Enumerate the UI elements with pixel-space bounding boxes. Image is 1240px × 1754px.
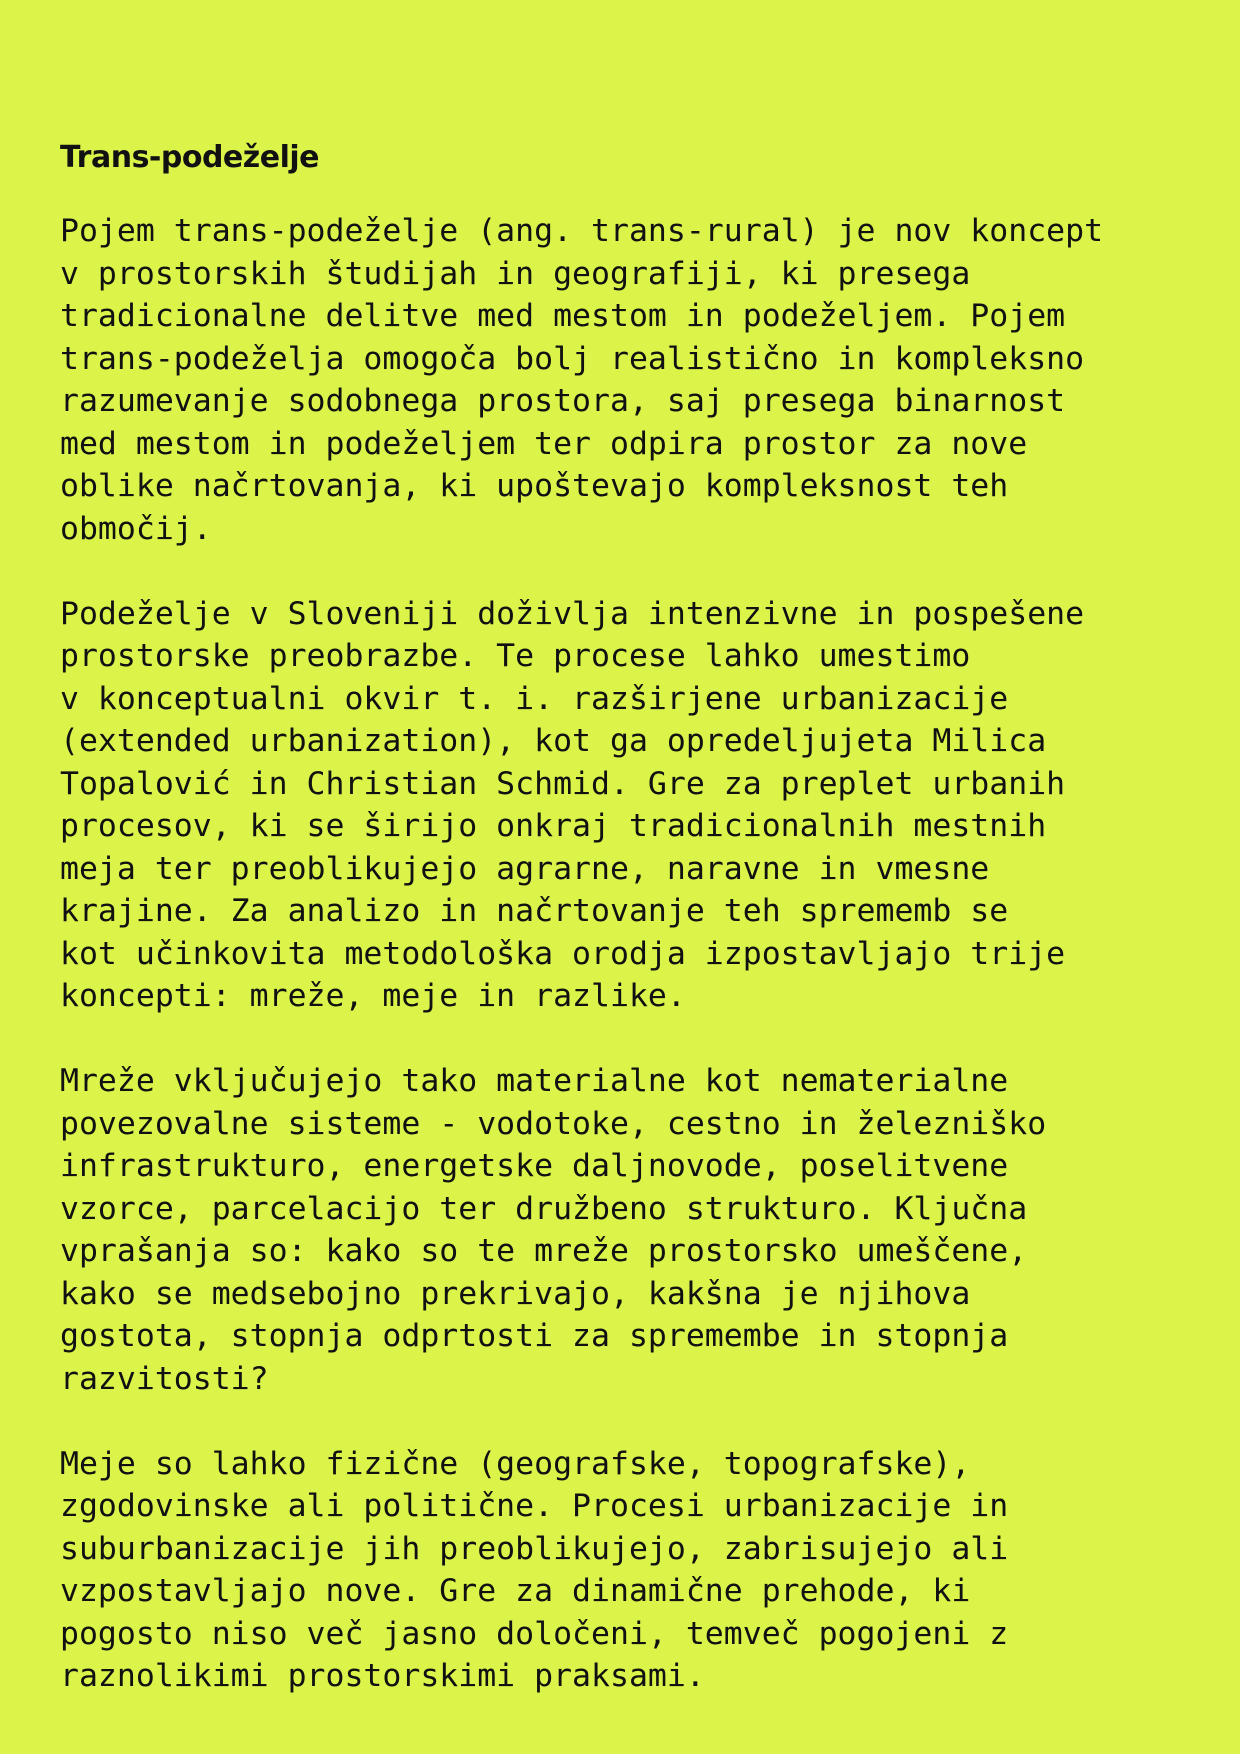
paragraph-networks: Mreže vključujejo tako materialne kot nematerialne povezovalne sisteme - vodotoke, cestno in železniško infrastrukturo, energetske daljnovode, poselitvene vzorce, parcelacijo ter družbeno strukturo. Ključna vprašanja so: kako so te mreže prostorsko umeščene, kako se medsebojno prekrivajo, kakšna je njihova gostota, stopnja odprtosti za spremembe in stopnja razvitosti? — [60, 1063, 1047, 1397]
document-page — [60, 140, 1200, 1740]
paragraph-extended-urbanization: Podeželje v Sloveniji doživlja intenzivne in pospešene prostorske preobrazbe. Te procese lahko umestimo v konceptualni okvir t. i. razširjene urbanizacije (extended urbanization), kot ga opredeljujeta Milica Topalović in Christian Schmid. Gre za preplet urbanih procesov, ki se širijo onkraj tradicionalnih mestnih meja ter preoblikujejo agrarne, naravne in vmesne krajine. Za analizo in načrtovanje teh sprememb se kot učinkovita metodološka orodja izpostavljajo trije koncepti: mreže, meje in razlike. — [60, 595, 1085, 1014]
page-title: Trans-podeželje — [60, 140, 319, 175]
paragraph-trans-rural-concept: Pojem trans-podeželje (ang. trans-rural) je nov koncept v prostorskih študijah in geografiji, ki presega tradicionalne delitve med mestom in podeželjem. Pojem trans-podeželja omogoča bolj realistično in kompleksno razumevanje sodobnega prostora, saj presega binarnost med mestom in podeželjem ter odpira prostor za nove oblike načrtovanja, ki upoštevajo kompleksnost teh območij. — [60, 213, 1104, 547]
paragraph-borders: Meje so lahko fizične (geografske, topografske), zgodovinske ali politične. Procesi urbanizacije in suburbanizacije jih preoblikujejo, zabrisujejo ali vzpostavljajo nove. Gre za dinamične prehode, ki pogosto niso več jasno določeni, temveč pogojeni z raznolikimi prostorskimi praksami. — [60, 1445, 1009, 1694]
